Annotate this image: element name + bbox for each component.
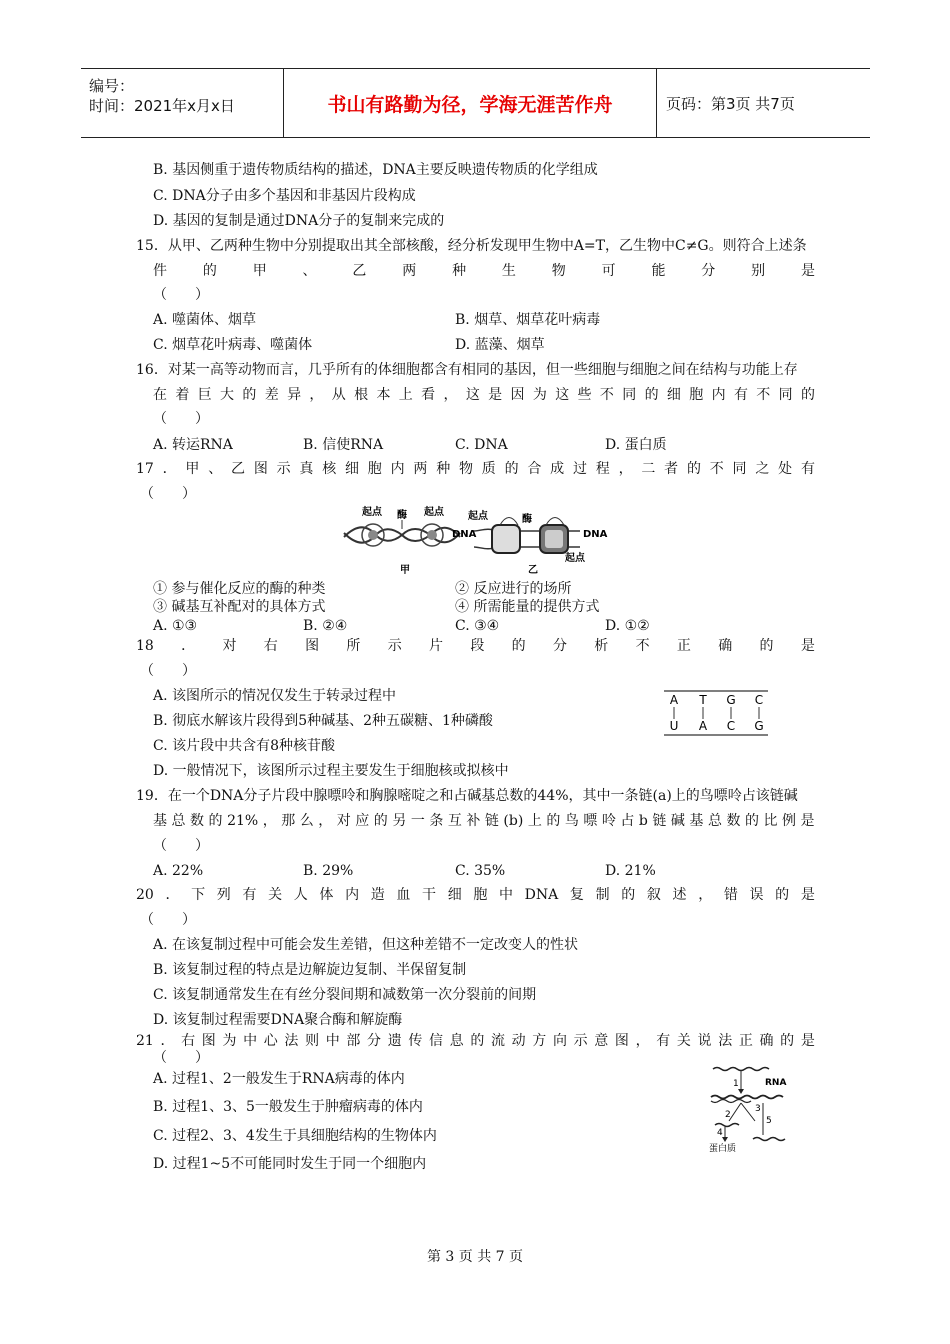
motto: 书山有路勤为径，学海无涯苦作舟 (284, 69, 657, 137)
q17-statement-4: ④ 所需能量的提供方式 (455, 599, 600, 615)
stem-char: 遗 (387, 1033, 402, 1049)
stem-char: 者 (664, 461, 679, 477)
stem-char: 比 (763, 813, 778, 829)
stem-char: 数 (190, 813, 205, 829)
stem-char: 分 (552, 638, 567, 654)
fig-process-5: 5 (766, 1116, 772, 1126)
stem-char: 有 (656, 1033, 671, 1049)
q16-option-c: C. DNA (455, 437, 508, 453)
answer-paren: （ ） (140, 486, 196, 502)
stem-char: 是 (800, 887, 815, 903)
stem-char: 巨 (197, 387, 212, 403)
stem-char: 物 (458, 461, 473, 477)
stem-char: 的 (780, 1033, 795, 1049)
stem-char: 制 (595, 887, 610, 903)
stem-char: 21 (136, 1033, 154, 1049)
stem-char: 大 (220, 387, 235, 403)
stem-char: 根 (354, 387, 369, 403)
stem-char: 示 (387, 638, 402, 654)
q14-option-b: B. 基因侧重于遗传物质结构的描述，DNA主要反映遗传物质的化学组成 (153, 162, 598, 178)
q18-option-b: B. 彻底水解该片段得到5种碱基、2种五碳糖、1种磷酸 (153, 713, 493, 729)
stem-char: 过 (572, 461, 587, 477)
stem-char: 数 (726, 813, 741, 829)
stem-char: 内 (390, 461, 405, 477)
stem-char: 18 (136, 638, 154, 654)
fig-process-1: 1 (733, 1079, 739, 1089)
stem-char: 从 (331, 387, 346, 403)
stem-char: 析 (594, 638, 609, 654)
stem-char: 乙 (231, 461, 246, 477)
stem-char: 复 (569, 887, 584, 903)
stem-char: 那 (281, 813, 296, 829)
stem-char: 么 (299, 813, 314, 829)
stem-char: 不 (635, 638, 650, 654)
stem-char: 下 (191, 887, 206, 903)
stem-char: 的 (511, 638, 526, 654)
fig-base-bottom-2: A (698, 719, 708, 733)
stem-char: 是 (488, 387, 503, 403)
stem-char: ． (162, 461, 177, 477)
stem-char: 胞 (367, 461, 382, 477)
stem-char: 干 (422, 887, 437, 903)
stem-char: b (638, 813, 648, 829)
stem-char: 占 (620, 813, 635, 829)
q15-stem-line2 (153, 262, 815, 280)
fig-base-bottom-3: C (726, 719, 736, 733)
stem-char: 件 (153, 263, 167, 279)
fig-label-start4: 起点 (565, 553, 585, 564)
stem-char: 乙 (352, 263, 367, 279)
q19-option-d: D. 21% (605, 863, 656, 879)
stem-char: 鸟 (564, 813, 579, 829)
stem-char: 的 (470, 1033, 485, 1049)
q18-figure (660, 688, 772, 738)
q17-stem (136, 460, 815, 478)
stem-char: 物 (551, 263, 566, 279)
stem-char: DNA (524, 887, 559, 903)
q16-stem: 16．对某一高等动物而言，几乎所有的体细胞都含有相同的基因，但一些细胞与细胞之间在结构与功能上存 (136, 362, 798, 378)
stem-char: 的 (759, 638, 774, 654)
stem-char: (b) (503, 813, 524, 829)
q16-stem-line2 (153, 386, 815, 404)
stem-char: 对 (336, 813, 351, 829)
stem-char: 分 (701, 263, 716, 279)
stem-char: ． (181, 638, 196, 654)
stem-char: 二 (641, 461, 656, 477)
stem-char: 的 (744, 813, 759, 829)
stem-char: 内 (711, 387, 726, 403)
stem-char: 甲 (185, 461, 200, 477)
fig-label-start2: 起点 (424, 507, 444, 518)
stem-char: 传 (408, 1033, 423, 1049)
fig-rna-label: RNA (765, 1078, 787, 1088)
stem-char: 列 (216, 887, 231, 903)
stem-char: 程 (595, 461, 610, 477)
q17-statement-3: ③ 碱基互补配对的具体方式 (153, 599, 326, 615)
stem-char: 成 (550, 461, 565, 477)
stem-char: ， (309, 387, 324, 403)
stem-char: 内 (345, 887, 360, 903)
stem-char: 是 (800, 638, 815, 654)
q15-option-b: B. 烟草、烟草花叶病毒 (455, 312, 601, 328)
q20-option-a: A. 在该复制过程中可能会发生差错，但这种差错不一定改变人的性状 (153, 937, 579, 953)
q16-option-a: A. 转运RNA (153, 437, 233, 453)
stem-char: 补 (466, 813, 481, 829)
q15-stem: 15．从甲、乙两种生物中分别提取出其全部核酸，经分析发现甲生物中A=T，乙生物中C≠G。则符合上述条 (136, 238, 807, 254)
q21-option-b: B. 过程1、3、5一般发生于肿瘤病毒的体内 (153, 1099, 423, 1115)
fig-process-2: 2 (725, 1110, 731, 1120)
stem-char: 17 (136, 461, 154, 477)
stem-char: 生 (501, 263, 516, 279)
q21-stem (136, 1032, 815, 1050)
stem-char: 血 (396, 887, 411, 903)
stem-char: 条 (429, 813, 444, 829)
stem-char: 部 (346, 1033, 361, 1049)
q21-option-a: A. 过程1、2一般发生于RNA病毒的体内 (153, 1071, 405, 1087)
stem-char: ． (165, 887, 180, 903)
stem-char: 息 (449, 1033, 464, 1049)
stem-char: 碱 (670, 813, 685, 829)
stem-char: 法 (284, 1033, 299, 1049)
q20-option-d: D. 该复制过程需要DNA聚合酶和解旋酶 (153, 1012, 403, 1028)
stem-char: 可 (601, 263, 616, 279)
q19-option-c: C. 35% (455, 863, 506, 879)
date-label: 时间：2021年x月x日 (89, 97, 235, 115)
stem-char: 关 (268, 887, 283, 903)
q21-option-c: C. 过程2、3、4发生于具细胞结构的生物体内 (153, 1128, 437, 1144)
q17-option-a: A. ①③ (153, 618, 198, 634)
stem-char: 图 (305, 638, 320, 654)
q19-stem: 19．在一个DNA分子片段中腺嘌呤和胸腺嘧啶之和占碱基总数的44%，其中一条链(a)上的鸟嘌呤占该链碱 (136, 788, 798, 804)
stem-char: 、 (302, 263, 317, 279)
stem-char: 为 (532, 387, 547, 403)
stem-char: 不 (709, 461, 724, 477)
stem-char: 有 (733, 387, 748, 403)
stem-char: 这 (555, 387, 570, 403)
q17-figure (340, 503, 620, 581)
stem-char: 一 (410, 813, 425, 829)
stem-char: ， (698, 887, 713, 903)
stem-char: 处 (778, 461, 793, 477)
q20-option-b: B. 该复制过程的特点是边解旋边复制、半保留复制 (153, 962, 467, 978)
stem-char: 胞 (689, 387, 704, 403)
stem-char: 21% (227, 813, 259, 829)
q20-option-c: C. 该复制通常发生在有丝分裂间期和减数第一次分裂前的间期 (153, 987, 537, 1003)
stem-char: 的 (242, 387, 257, 403)
stem-char: 甲 (252, 263, 267, 279)
header-meta-cell (81, 69, 284, 137)
stem-char: 造 (370, 887, 385, 903)
stem-char: 同 (622, 387, 637, 403)
fig-base-bottom-4: G (754, 719, 764, 733)
stem-char: 叙 (646, 887, 661, 903)
fig-label-enzyme: 酶 (397, 510, 407, 521)
fig-label-dna1: DNA (452, 529, 477, 540)
stem-char: 确 (759, 1033, 774, 1049)
stem-char: 细 (345, 461, 359, 477)
stem-char: 链 (484, 813, 499, 829)
q16-option-d: D. 蛋白质 (605, 437, 667, 453)
stem-char: 核 (322, 461, 337, 477)
stem-char: 中 (243, 1033, 258, 1049)
q16-option-b: B. 信使RNA (303, 437, 384, 453)
page-header (81, 68, 870, 138)
q20-stem (136, 886, 815, 904)
q14-option-d: D. 基因的复制是通过DNA分子的复制来完成的 (153, 213, 445, 229)
stem-char: 人 (293, 887, 308, 903)
stem-char: 真 (299, 461, 314, 477)
stem-char: 上 (398, 387, 413, 403)
q18-stem (136, 637, 815, 655)
stem-char: 在 (153, 387, 167, 403)
fig-label-enzyme2: 酶 (522, 514, 532, 525)
stem-char: 的 (373, 813, 388, 829)
stem-char: 基 (689, 813, 704, 829)
stem-char: 示 (276, 461, 291, 477)
stem-char: 心 (263, 1033, 278, 1049)
stem-char: 链 (652, 813, 667, 829)
q18-option-d: D. 一般情况下，该图所示过程主要发生于细胞核或拟核中 (153, 763, 509, 779)
stem-char: 因 (510, 387, 525, 403)
stem-char: 图 (253, 461, 268, 477)
stem-char: 分 (367, 1033, 382, 1049)
stem-char: 是 (800, 1033, 815, 1049)
fig-protein-label: 蛋白质 (709, 1144, 737, 1154)
stem-char: 法 (718, 1033, 733, 1049)
q17-statement-2: ② 反应进行的场所 (455, 581, 572, 597)
stem-char: 基 (153, 813, 167, 829)
q15-option-c: C. 烟草花叶病毒、噬菌体 (153, 337, 313, 353)
stem-char: 示 (573, 1033, 588, 1049)
page-footer: 第 3 页 共 7 页 (426, 1249, 524, 1265)
stem-char: ， (318, 813, 333, 829)
stem-char: 是 (800, 263, 815, 279)
stem-char: 片 (429, 638, 444, 654)
stem-char: 嘌 (583, 813, 598, 829)
stem-char: 体 (319, 887, 334, 903)
fig-base-top-2: T (699, 693, 707, 707)
stem-char: 的 (686, 461, 701, 477)
stem-char: 为 (222, 1033, 237, 1049)
stem-char: 确 (718, 638, 733, 654)
q17-option-d: D. ①② (605, 618, 650, 634)
fig-label-dna2: DNA (583, 529, 608, 540)
stem-char: 所 (346, 638, 361, 654)
number-label: 编号： (89, 77, 135, 95)
q21-figure (705, 1063, 805, 1155)
stem-char: 错 (723, 887, 738, 903)
stem-char: 中 (499, 887, 514, 903)
stem-char: 互 (447, 813, 462, 829)
fig-label-start1: 起点 (362, 507, 382, 518)
stem-char: 细 (666, 387, 681, 403)
stem-char: ， (635, 1033, 650, 1049)
stem-char: 别 (751, 263, 766, 279)
stem-char: 同 (732, 461, 747, 477)
q18-option-a: A. 该图所示的情况仅发生于转录过程中 (153, 688, 397, 704)
stem-char: 的 (644, 387, 659, 403)
stem-char: 有 (800, 461, 815, 477)
q17-option-c: C. ③④ (455, 618, 500, 634)
q17-option-b: B. ②④ (303, 618, 348, 634)
q17-statement-1: ① 参与催化反应的酶的种类 (153, 581, 326, 597)
fig-process-3: 3 (755, 1104, 761, 1114)
fig-label-start3: 起点 (468, 511, 488, 522)
stem-char: 的 (504, 461, 519, 477)
stem-char: 、 (208, 461, 223, 477)
stem-char: 图 (614, 1033, 629, 1049)
stem-char: 20 (136, 887, 154, 903)
fig-process-4: 4 (717, 1128, 723, 1138)
stem-char: 误 (749, 887, 764, 903)
stem-char: 同 (778, 387, 793, 403)
fig-base-bottom-1: U (669, 719, 679, 733)
stem-char: 右 (181, 1033, 196, 1049)
stem-char: 两 (402, 263, 417, 279)
stem-char: 应 (355, 813, 370, 829)
q19-option-a: A. 22% (153, 863, 204, 879)
stem-char: ． (160, 1033, 175, 1049)
stem-char: 是 (800, 813, 815, 829)
stem-char: 合 (527, 461, 542, 477)
stem-char: ， (618, 461, 633, 477)
fig-base-top-1: A (669, 693, 679, 707)
stem-char: 的 (621, 887, 636, 903)
answer-paren: （ ） (153, 1050, 209, 1066)
fig-label-jia: 甲 (400, 565, 410, 576)
answer-paren: （ ） (153, 287, 209, 303)
stem-char: 本 (376, 387, 391, 403)
stem-char: 述 (672, 887, 687, 903)
answer-paren: （ ） (153, 838, 209, 854)
stem-char: ， (262, 813, 277, 829)
stem-char: 种 (452, 263, 467, 279)
stem-char: 的 (208, 813, 223, 829)
stem-char: 例 (782, 813, 796, 829)
stem-char: 方 (532, 1033, 547, 1049)
stem-char: 不 (756, 387, 771, 403)
stem-char: 信 (429, 1033, 444, 1049)
q14-option-c: C. DNA分子由多个基因和非基因片段构成 (153, 188, 416, 204)
stem-char: 能 (651, 263, 666, 279)
stem-char: 这 (465, 387, 480, 403)
stem-char: 两 (413, 461, 428, 477)
stem-char: ， (443, 387, 458, 403)
stem-char: 关 (676, 1033, 691, 1049)
stem-char: 流 (490, 1033, 505, 1049)
stem-char: 呤 (601, 813, 616, 829)
stem-char: 不 (599, 387, 614, 403)
stem-char: 之 (755, 461, 770, 477)
q21-option-d: D. 过程1~5不可能同时发生于同一个细胞内 (153, 1156, 427, 1172)
stem-char: 看 (421, 387, 436, 403)
answer-paren: （ ） (140, 663, 196, 679)
stem-char: 差 (264, 387, 279, 403)
stem-char: 细 (447, 887, 462, 903)
stem-char: 总 (707, 813, 722, 829)
stem-char: 对 (222, 638, 237, 654)
q19-stem-line2 (153, 812, 815, 830)
stem-char: 说 (697, 1033, 712, 1049)
stem-char: 的 (546, 813, 561, 829)
stem-char: 意 (594, 1033, 609, 1049)
stem-char: 的 (800, 387, 815, 403)
answer-paren: （ ） (140, 912, 196, 928)
q19-option-b: B. 29% (303, 863, 354, 879)
stem-char: 胞 (473, 887, 488, 903)
stem-char: 上 (527, 813, 542, 829)
stem-char: 另 (392, 813, 407, 829)
stem-char: 些 (577, 387, 592, 403)
stem-char: 的 (202, 263, 217, 279)
stem-char: 图 (201, 1033, 216, 1049)
stem-char: 有 (242, 887, 257, 903)
stem-char: 种 (436, 461, 451, 477)
stem-char: 向 (552, 1033, 567, 1049)
stem-char: 段 (470, 638, 485, 654)
stem-char: 异 (287, 387, 302, 403)
stem-char: 正 (738, 1033, 753, 1049)
stem-char: 正 (676, 638, 691, 654)
stem-char: 的 (775, 887, 790, 903)
stem-char: 右 (263, 638, 278, 654)
stem-char: 总 (171, 813, 186, 829)
stem-char: 中 (325, 1033, 340, 1049)
stem-char: 着 (175, 387, 190, 403)
q15-option-d: D. 蓝藻、烟草 (455, 337, 545, 353)
fig-base-top-4: C (754, 693, 764, 707)
stem-char: 则 (305, 1033, 320, 1049)
stem-char: 动 (511, 1033, 526, 1049)
page-label: 页码：第3页 共7页 (666, 95, 795, 113)
answer-paren: （ ） (153, 411, 209, 427)
fig-label-yi: 乙 (528, 565, 538, 576)
fig-base-top-3: G (726, 693, 736, 707)
stem-char: 质 (481, 461, 496, 477)
q15-option-a: A. 噬菌体、烟草 (153, 312, 257, 328)
q18-option-c: C. 该片段中共含有8种核苷酸 (153, 738, 336, 754)
